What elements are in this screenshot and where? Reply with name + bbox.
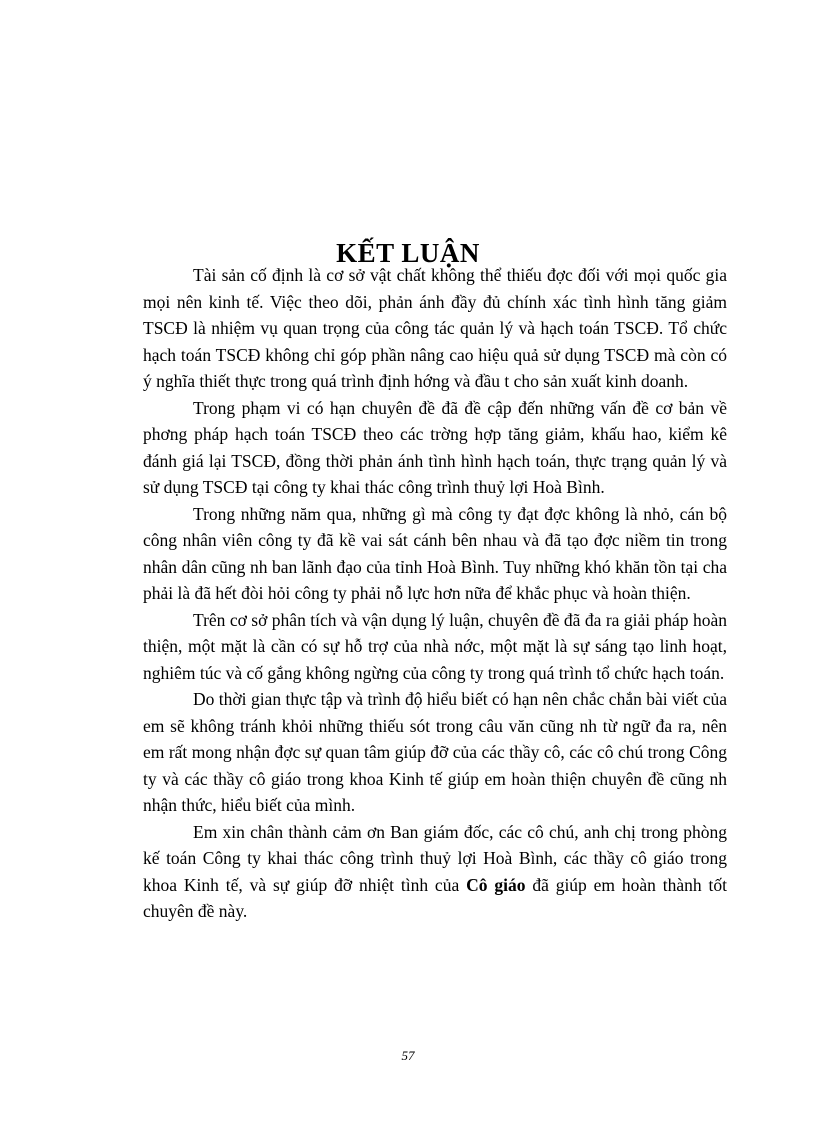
- paragraph-2: Trong phạm vi có hạn chuyên đề đã đề cập đến những vấn đề cơ bản về phơng pháp hạch toán TSCĐ theo các trờng hợp tăng giảm, khấu hao, kiểm kê đánh giá lại TSCĐ, đồng thời phản ánh tình hình hạch toán, thực trạng quản lý và sử dụng TSCĐ tại công ty khai thác công trình thuỷ lợi Hoà Bình.: [143, 397, 727, 497]
- paragraph-3: Trong những năm qua, những gì mà công ty đạt đợc không là nhỏ, cán bộ công nhân viên công ty đã kề vai sát cánh bên nhau và đã tạo đợc niềm tin trong nhân dân cũng nh ban lãnh đạo của tỉnh Hoà Bình. Tuy những khó khăn tồn tại cha phải là đã hết đòi hỏi công ty phải nỗ lực hơn nữa để khắc phục và hoàn thiện.: [143, 503, 727, 603]
- document-body: [143, 262, 727, 925]
- paragraph-6-closing: [143, 819, 727, 925]
- closing-text-before: Em xin chân thành cảm ơn Ban giám đốc, các cô chú, anh chị trong phòng kế toán Công ty khai thác công trình thuỷ lợi Hoà Bình, các thầy cô giáo trong khoa Kinh tế, và sự giúp đỡ nhiệt tình của: [143, 821, 727, 895]
- paragraph-1: Tài sản cố định là cơ sở vật chất không thể thiếu đợc đối với mọi quốc gia mọi nên kinh tế. Việc theo dõi, phản ánh đầy đủ chính xác tình hình tăng giảm TSCĐ là nhiệm vụ quan trọng của công tác quản lý và hạch toán TSCĐ. Tổ chức hạch toán TSCĐ không chỉ góp phần nâng cao hiệu quả sử dụng TSCĐ mà còn có ý nghĩa thiết thực trong quá trình định hớng và đầu t cho sản xuất kinh doanh.: [143, 265, 727, 391]
- paragraph-5: Do thời gian thực tập và trình độ hiểu biết có hạn nên chắc chắn bài viết của em sẽ không tránh khỏi những thiếu sót trong câu văn cũng nh từ ngữ đa ra, nên em rất mong nhận đợc sự quan tâm giúp đỡ của các thầy cô, các cô chú trong Công ty và các thầy cô giáo trong khoa Kinh tế giúp em hoàn thiện chuyên đề cũng nh nhận thức, hiểu biết của mình.: [143, 689, 727, 815]
- page-title: KẾT LUẬN: [336, 238, 480, 268]
- paragraph-4: Trên cơ sở phân tích và vận dụng lý luận, chuyên đề đã đa ra giải pháp hoàn thiện, một mặt là cần có sự hỗ trợ của nhà nớc, một mặt là sự sáng tạo linh hoạt, nghiêm túc và cố gắng không ngừng của công ty trong quá trình tổ chức hạch toán.: [143, 609, 727, 683]
- closing-emphasis: Cô giáo: [466, 874, 526, 895]
- page-number: 57: [401, 1048, 415, 1063]
- closing-text-after: đã giúp em hoàn thành tốt chuyên đề này.: [143, 874, 728, 921]
